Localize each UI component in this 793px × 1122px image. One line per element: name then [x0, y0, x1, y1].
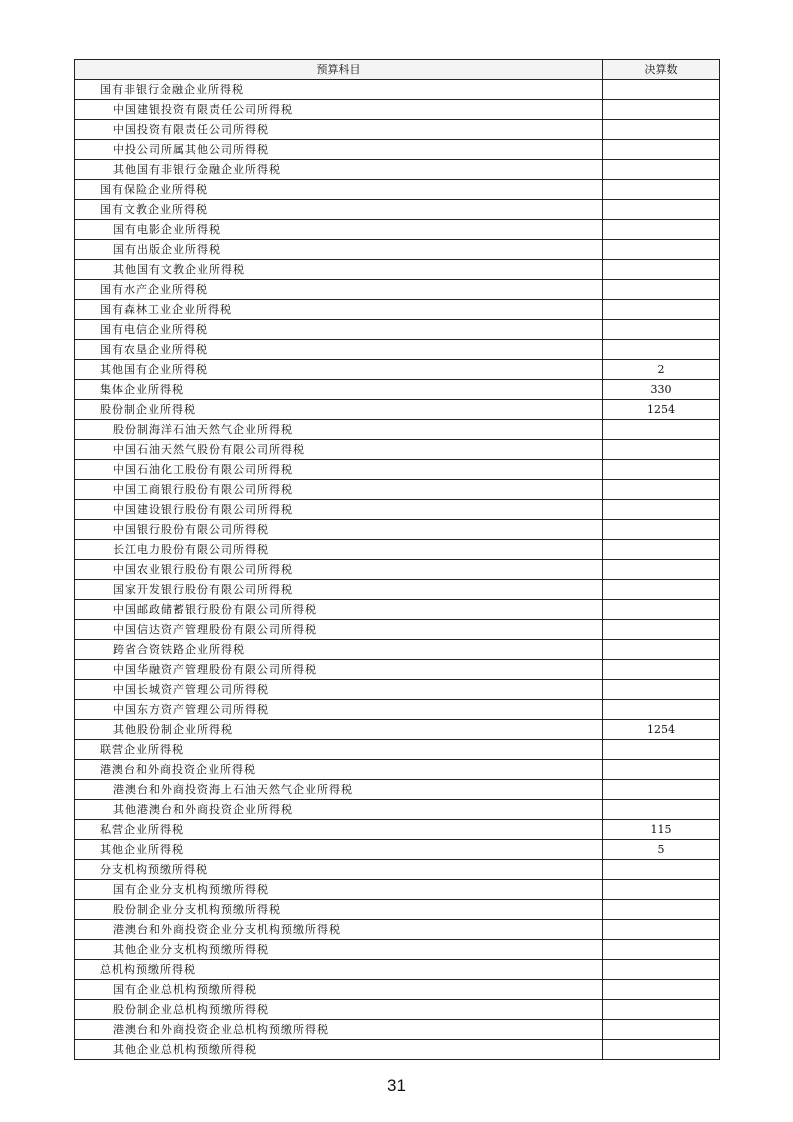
table-row	[75, 200, 720, 220]
final-amount-cell	[603, 80, 720, 100]
final-amount-cell	[603, 580, 720, 600]
table-row	[75, 900, 720, 920]
final-amount-cell: 2	[603, 360, 720, 380]
table-row	[75, 860, 720, 880]
budget-item-name: 国有企业总机构预缴所得税	[75, 980, 603, 1000]
table-header-row	[75, 60, 720, 80]
header-budget-item: 预算科目	[75, 60, 603, 80]
final-amount-cell	[603, 120, 720, 140]
budget-table	[74, 59, 720, 1060]
budget-item-name: 联营企业所得税	[75, 740, 603, 760]
table-row	[75, 660, 720, 680]
table-row	[75, 760, 720, 780]
budget-item-name: 中国投资有限责任公司所得税	[75, 120, 603, 140]
budget-item-name: 中国农业银行股份有限公司所得税	[75, 560, 603, 580]
final-amount-cell	[603, 140, 720, 160]
table-row	[75, 580, 720, 600]
budget-item-name: 国有电影企业所得税	[75, 220, 603, 240]
final-amount-cell: 5	[603, 840, 720, 860]
final-amount-cell	[603, 220, 720, 240]
budget-item-name: 港澳台和外商投资企业分支机构预缴所得税	[75, 920, 603, 940]
budget-item-name: 股份制企业分支机构预缴所得税	[75, 900, 603, 920]
final-amount-cell	[603, 640, 720, 660]
table-row	[75, 480, 720, 500]
final-amount-cell	[603, 160, 720, 180]
table-row	[75, 500, 720, 520]
final-amount-cell	[603, 760, 720, 780]
table-row	[75, 160, 720, 180]
final-amount-cell	[603, 200, 720, 220]
final-amount-cell	[603, 860, 720, 880]
budget-item-name: 国有企业分支机构预缴所得税	[75, 880, 603, 900]
final-amount-cell	[603, 420, 720, 440]
budget-item-name: 国有森林工业企业所得税	[75, 300, 603, 320]
final-amount-cell	[603, 340, 720, 360]
table-row	[75, 420, 720, 440]
table-row	[75, 380, 720, 400]
table-row	[75, 460, 720, 480]
table-row	[75, 180, 720, 200]
budget-item-name: 中国银行股份有限公司所得税	[75, 520, 603, 540]
budget-item-name: 国有保险企业所得税	[75, 180, 603, 200]
table-row	[75, 640, 720, 660]
table-row	[75, 880, 720, 900]
final-amount-cell	[603, 800, 720, 820]
final-amount-cell	[603, 920, 720, 940]
final-amount-cell: 330	[603, 380, 720, 400]
final-amount-cell	[603, 660, 720, 680]
budget-item-name: 长江电力股份有限公司所得税	[75, 540, 603, 560]
table-row	[75, 840, 720, 860]
final-amount-cell	[603, 540, 720, 560]
final-amount-cell	[603, 740, 720, 760]
final-amount-cell	[603, 900, 720, 920]
table-row	[75, 300, 720, 320]
table-row	[75, 980, 720, 1000]
budget-item-name: 其他港澳台和外商投资企业所得税	[75, 800, 603, 820]
budget-item-name: 其他企业分支机构预缴所得税	[75, 940, 603, 960]
table-row	[75, 920, 720, 940]
budget-item-name: 中国邮政储蓄银行股份有限公司所得税	[75, 600, 603, 620]
final-amount-cell	[603, 180, 720, 200]
table-row	[75, 100, 720, 120]
budget-item-name: 私营企业所得税	[75, 820, 603, 840]
budget-item-name: 中国东方资产管理公司所得税	[75, 700, 603, 720]
table-row	[75, 700, 720, 720]
table-row	[75, 120, 720, 140]
budget-item-name: 其他企业所得税	[75, 840, 603, 860]
final-amount-cell	[603, 520, 720, 540]
budget-item-name: 港澳台和外商投资海上石油天然气企业所得税	[75, 780, 603, 800]
budget-item-name: 集体企业所得税	[75, 380, 603, 400]
budget-item-name: 中国信达资产管理股份有限公司所得税	[75, 620, 603, 640]
table-row	[75, 720, 720, 740]
final-amount-cell	[603, 260, 720, 280]
budget-item-name: 中国石油天然气股份有限公司所得税	[75, 440, 603, 460]
budget-item-name: 中国建银投资有限责任公司所得税	[75, 100, 603, 120]
budget-item-name: 国家开发银行股份有限公司所得税	[75, 580, 603, 600]
final-amount-cell	[603, 880, 720, 900]
final-amount-cell	[603, 980, 720, 1000]
budget-item-name: 股份制海洋石油天然气企业所得税	[75, 420, 603, 440]
budget-item-name: 中国长城资产管理公司所得税	[75, 680, 603, 700]
table-row	[75, 1020, 720, 1040]
table-row	[75, 960, 720, 980]
table-row	[75, 600, 720, 620]
budget-item-name: 港澳台和外商投资企业所得税	[75, 760, 603, 780]
budget-item-name: 国有文教企业所得税	[75, 200, 603, 220]
table-row	[75, 1040, 720, 1060]
table-row	[75, 80, 720, 100]
final-amount-cell	[603, 500, 720, 520]
budget-item-name: 国有非银行金融企业所得税	[75, 80, 603, 100]
table-row	[75, 940, 720, 960]
table-row	[75, 440, 720, 460]
final-amount-cell	[603, 940, 720, 960]
header-final-amount: 决算数	[603, 60, 720, 80]
final-amount-cell	[603, 620, 720, 640]
table-row	[75, 680, 720, 700]
table-row	[75, 540, 720, 560]
table-row	[75, 1000, 720, 1020]
budget-item-name: 港澳台和外商投资企业总机构预缴所得税	[75, 1020, 603, 1040]
table-row	[75, 620, 720, 640]
budget-item-name: 股份制企业总机构预缴所得税	[75, 1000, 603, 1020]
final-amount-cell	[603, 240, 720, 260]
table-row	[75, 320, 720, 340]
final-amount-cell	[603, 480, 720, 500]
final-amount-cell	[603, 960, 720, 980]
budget-item-name: 股份制企业所得税	[75, 400, 603, 420]
budget-item-name: 其他国有非银行金融企业所得税	[75, 160, 603, 180]
table-row	[75, 400, 720, 420]
final-amount-cell	[603, 680, 720, 700]
budget-item-name: 国有水产企业所得税	[75, 280, 603, 300]
budget-item-name: 中投公司所属其他公司所得税	[75, 140, 603, 160]
table-row	[75, 220, 720, 240]
final-amount-cell	[603, 600, 720, 620]
budget-item-name: 国有电信企业所得税	[75, 320, 603, 340]
final-amount-cell: 115	[603, 820, 720, 840]
final-amount-cell	[603, 1040, 720, 1060]
final-amount-cell	[603, 780, 720, 800]
final-amount-cell	[603, 700, 720, 720]
final-amount-cell	[603, 300, 720, 320]
table-row	[75, 740, 720, 760]
budget-item-name: 中国华融资产管理股份有限公司所得税	[75, 660, 603, 680]
table-row	[75, 520, 720, 540]
final-amount-cell	[603, 100, 720, 120]
final-amount-cell	[603, 560, 720, 580]
table-row	[75, 560, 720, 580]
budget-item-name: 跨省合资铁路企业所得税	[75, 640, 603, 660]
final-amount-cell	[603, 320, 720, 340]
table-row	[75, 360, 720, 380]
final-amount-cell: 1254	[603, 720, 720, 740]
table-body	[75, 80, 720, 1060]
final-amount-cell	[603, 280, 720, 300]
table-row	[75, 780, 720, 800]
table-row	[75, 240, 720, 260]
budget-item-name: 分支机构预缴所得税	[75, 860, 603, 880]
final-amount-cell	[603, 1020, 720, 1040]
budget-item-name: 中国石油化工股份有限公司所得税	[75, 460, 603, 480]
budget-item-name: 其他国有企业所得税	[75, 360, 603, 380]
page-number: 31	[387, 1076, 406, 1095]
table-row	[75, 260, 720, 280]
budget-item-name: 中国工商银行股份有限公司所得税	[75, 480, 603, 500]
table-row	[75, 820, 720, 840]
final-amount-cell: 1254	[603, 400, 720, 420]
table-row	[75, 140, 720, 160]
budget-item-name: 总机构预缴所得税	[75, 960, 603, 980]
table-row	[75, 340, 720, 360]
table-row	[75, 280, 720, 300]
budget-item-name: 国有出版企业所得税	[75, 240, 603, 260]
final-amount-cell	[603, 440, 720, 460]
budget-item-name: 国有农垦企业所得税	[75, 340, 603, 360]
budget-item-name: 中国建设银行股份有限公司所得税	[75, 500, 603, 520]
budget-item-name: 其他国有文教企业所得税	[75, 260, 603, 280]
final-amount-cell	[603, 460, 720, 480]
final-amount-cell	[603, 1000, 720, 1020]
table-row	[75, 800, 720, 820]
budget-item-name: 其他股份制企业所得税	[75, 720, 603, 740]
budget-item-name: 其他企业总机构预缴所得税	[75, 1040, 603, 1060]
